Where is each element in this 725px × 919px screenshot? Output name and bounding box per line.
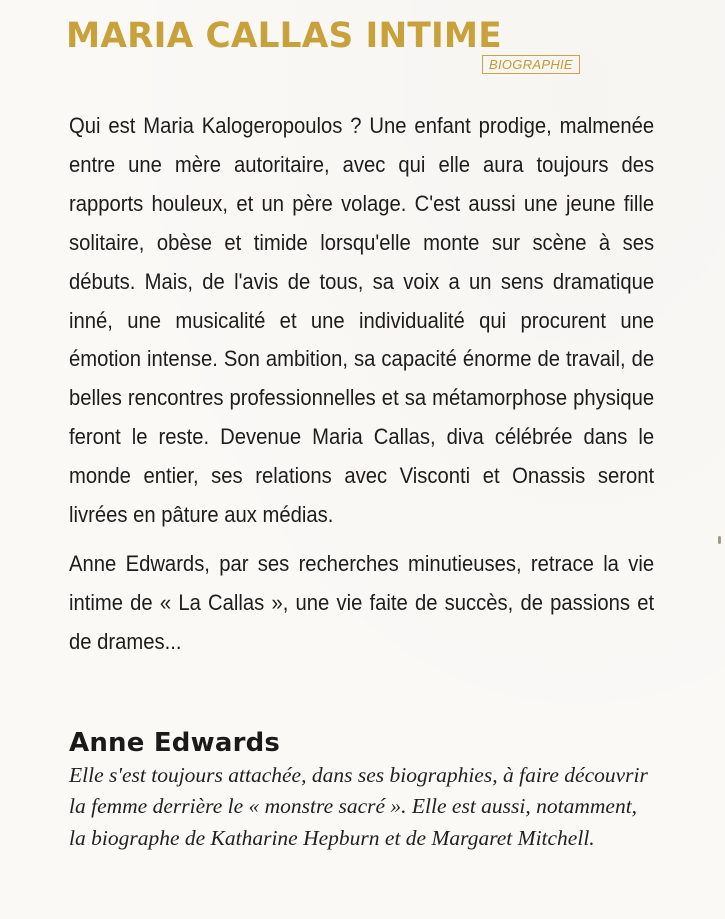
page-title: MARIA CALLAS INTIME (66, 16, 502, 56)
author-name: Anne Edwards (69, 728, 281, 758)
author-bio: Elle s'est toujours attachée, dans ses biographies, à faire découvrir la femme derrière le « monstre sacré ». Elle est aussi, notamment, la biographe de Katharine Hepburn et de Margaret Mitchell. (69, 763, 648, 850)
edge-mark (718, 536, 721, 544)
author-section (69, 728, 669, 854)
synopsis-paragraph-1: Qui est Maria Kalogeropoulos ? Une enfant prodige, malmenée entre une mère autoritaire, avec qui elle aura toujours des rapports houleux, et un père volage. C'est aussi une jeune fille solitaire, obèse et timide lorsqu'elle monte sur scène à ses débuts. Mais, de l'avis de tous, sa voix a un sens dramatique inné, une musicalité et une individualité qui procurent une émotion intense. Son ambition, sa capacité énorme de travail, de belles rencontres professionnelles et sa métamorphose physique feront le reste. Devenue Maria Callas, diva célébrée dans le monde entier, ses relations avec Visconti et Onassis seront livrées en pâture aux médias. (69, 113, 655, 528)
header (66, 14, 626, 84)
genre-tag: BIOGRAPHIE (482, 55, 580, 74)
synopsis-paragraph-2: Anne Edwards, par ses recherches minutieuses, retrace la vie intime de « La Callas », une vie faite de succès, de passions et de drames... (69, 550, 655, 654)
synopsis (69, 107, 654, 672)
